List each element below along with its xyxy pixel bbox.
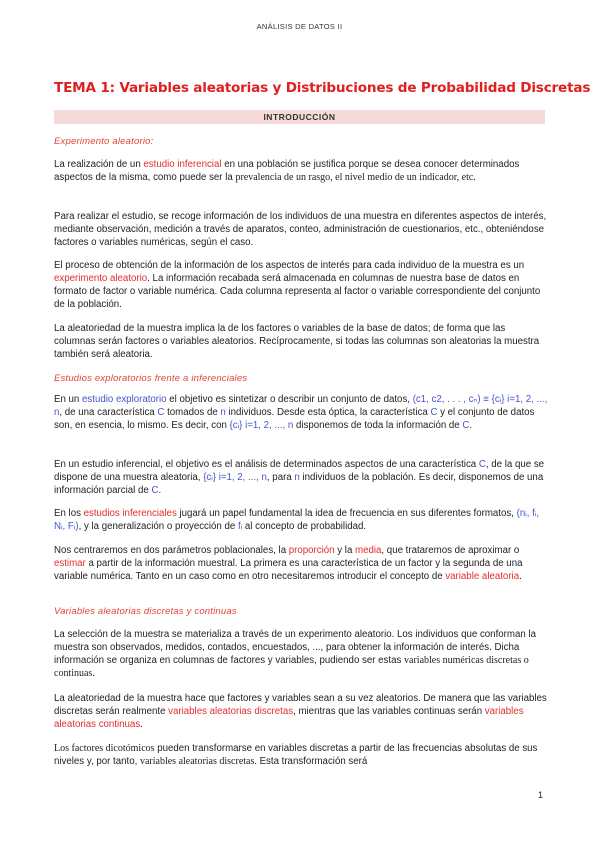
paragraph-9: La selección de la muestra se materializa a través de un experimento aleatorio. Los individuos que conforman la muestra son observados, medidos, contados, encuestados, ..., para obtener la información de interés. Dicha información se organiza en columnas de factores y variables, pudiendo ser estas variables numéricas discretas o continuas. — [54, 629, 536, 680]
running-header: ANÁLISIS DE DATOS II — [256, 22, 343, 31]
paragraph-3: El proceso de obtención de la información de los aspectos de interés para cada individuo de la muestra es un experimento aleatorio. La información recabada será almacenada en columnas de nuestra base de datos en formato de factor o variable numérica. Cada columna representa al factor o variable correspondiente del conjunto de la población. — [54, 260, 541, 311]
paragraph-6: En un estudio inferencial, el objetivo es el análisis de determinados aspectos de una característica C, de la que se dispone de una muestra aleatoria, {cᵢ} i=1, 2, ..., n, para n individuos de la población. Es decir, disponemos de una información parcial de C. — [54, 459, 545, 497]
paragraph-5: En un estudio exploratorio el objetivo es sintetizar o describir un conjunto de datos, (c1, c2, . . . , cₙ) ≡ {cᵢ} i=1, 2, ..., n, de una característica C tomados de n individuos. Desde esta óptica, la característica C y el conjunto de datos son, en esencia, lo mismo. Es decir, con {cᵢ} i=1, 2, ..., n disponemos de toda la información de C. — [54, 394, 548, 432]
section-bar: INTRODUCCIÓN — [54, 110, 545, 124]
heading-variables-aleatorias: Variables aleatorias discretas y continuas — [54, 606, 237, 617]
paragraph-11: Los factores dicotómicos pueden transformarse en variables discretas a partir de las frecuencias absolutas de sus niveles y, por tanto, variables aleatorias discretas. Esta transformación será — [54, 743, 538, 768]
heading-experimento-aleatorio: Experimento aleatorio: — [54, 136, 154, 147]
page-number: 1 — [537, 790, 543, 800]
paragraph-7: En los estudios inferenciales jugará un papel fundamental la idea de frecuencia en sus diferentes formatos, (nᵢ, fᵢ, Nᵢ, Fᵢ), y la generalización o proyección de fᵢ al concepto de probabilidad. — [54, 508, 540, 533]
paragraph-8: Nos centraremos en dos parámetros poblacionales, la proporción y la media, que trataremos de aproximar o estimar a partir de la información muestral. La primera es una característica de un factor y la segunda de una variable numérica. Tanto en un caso como en otro necesitaremos introducir el concepto de variable aleatoria. — [54, 545, 523, 583]
paragraph-10: La aleatoriedad de la muestra hace que factores y variables sean a su vez aleatorios. De manera que las variables discretas serán realmente variables aleatorias discretas, mientras que las variables continuas serán variables aleatorias continuas. — [54, 693, 547, 731]
paragraph-1: La realización de un estudio inferencial en una población se justifica porque se desea conocer determinados aspectos de la misma, como puede ser la prevalencia de un rasgo, el nivel medio de un indicador, etc. — [54, 159, 520, 184]
heading-estudios-exploratorios: Estudios exploratorios frente a inferenciales — [54, 373, 248, 384]
paragraph-4: La aleatoriedad de la muestra implica la de los factores o variables de la base de datos; de forma que las columnas serán factores o variables aleatorios. Recíprocamente, si todas las columnas son aleatorias la muestra también será aleatoria. — [54, 323, 540, 361]
page-title: TEMA 1: Variables aleatorias y Distribuciones de Probabilidad Discretas — [54, 80, 591, 96]
paragraph-2: Para realizar el estudio, se recoge información de los individuos de una muestra en diferentes aspectos de interés, mediante observación, medición a través de aparatos, conteo, administración de cuestionarios, etc., obteniéndose factores o variables numéricas, según el caso. — [54, 211, 547, 249]
